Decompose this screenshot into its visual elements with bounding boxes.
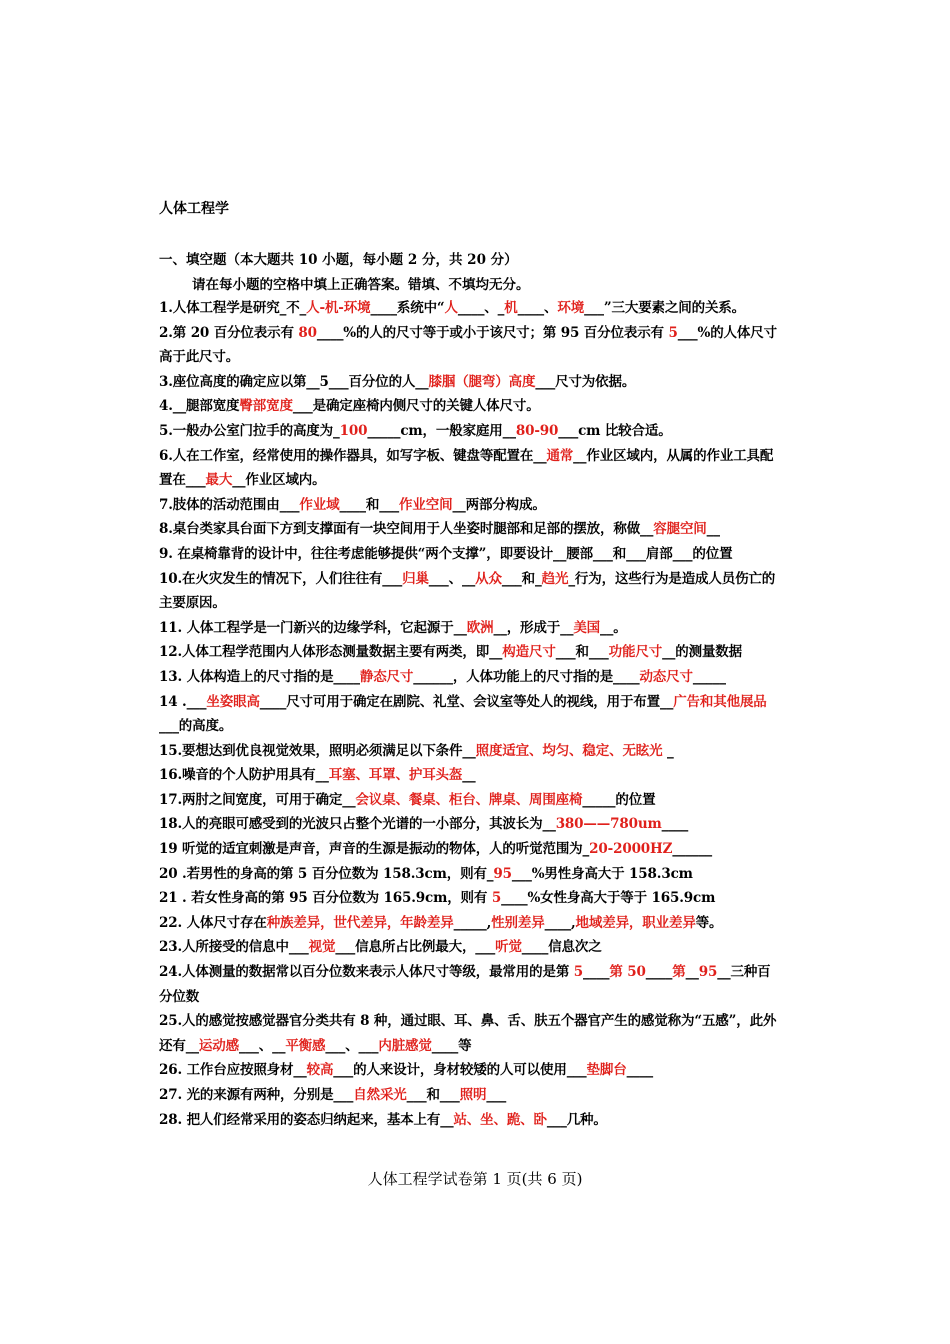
question-text: 22. 人体尺寸存在 <box>159 914 267 931</box>
question-text: 9. 在桌椅靠背的设计中，往往考虑能够提供“两个支撑”，即要设计__腰部___和___肩部___的位置 <box>159 545 733 562</box>
question-text: ___信息所占比例最大，___ <box>335 939 496 956</box>
page-footer: 人体工程学试卷第 1 页(共 6 页) <box>367 1170 583 1188</box>
question-line <box>159 935 795 960</box>
question-text: _____cm，一般家庭用__ <box>367 422 516 439</box>
question-text: 3.座位高度的确定应以第__5___百分位的人__ <box>159 373 429 390</box>
question-line <box>159 763 795 788</box>
answer-text: 趋光 <box>541 570 569 587</box>
question-text: __ <box>685 964 699 981</box>
question-text: __的测量数据 <box>662 644 743 661</box>
answer-text: 美国 <box>573 619 601 636</box>
question-text: 27. 光的来源有两种，分别是___ <box>159 1087 354 1103</box>
answer-text: 照度适宜、均匀、稳定、无眩光 <box>475 742 663 759</box>
answer-text: 站、坐、跪、卧 <box>453 1111 547 1128</box>
question-text: 5.一般办公室门拉手的高度为_ <box>159 422 340 439</box>
answer-text: 通常 <box>546 447 574 464</box>
question-text: ___、__ <box>238 1037 286 1054</box>
question-line <box>159 345 795 370</box>
section-heading: 一、填空题（本大题共 10 小题，每小题 2 分，共 20 分） <box>159 252 518 268</box>
question-text: 19 听觉的适宜刺激是声音，声音的生源是振动的物体，人的听觉范围为_ <box>159 841 590 858</box>
question-line <box>159 739 795 764</box>
question-line <box>159 1034 795 1059</box>
question-text: ___的高度。 <box>159 718 233 735</box>
question-text: ___%男性身高大于 158.3cm <box>511 865 693 882</box>
question-text: 4.__腿部宽度 <box>159 398 240 415</box>
answer-text: 95 <box>698 964 718 981</box>
question-text: 2.第 20 百分位表示有 <box>159 324 299 341</box>
question-text: ___和_ <box>501 570 542 587</box>
question-text: ___ <box>486 1087 507 1103</box>
answer-text: 性别差异 <box>491 914 545 931</box>
question-list <box>159 296 795 1132</box>
answer-text: 功能尺寸 <box>608 644 663 661</box>
question-text: 23.人所接受的信息中___ <box>159 939 309 956</box>
question-text: ___、__ <box>428 570 476 587</box>
answer-text: 5 <box>491 890 502 907</box>
question-text: 21 . 若女性身高的第 95 百分位数为 165.9cm，则有 <box>159 890 492 907</box>
answer-text: 较高 <box>306 1062 334 1079</box>
question-text: 8.桌台类家具台面下方到支撑面有一块空间用于人坐姿时腿部和足部的摆放，称做__ <box>159 521 654 538</box>
answer-text: 照明 <box>459 1087 487 1103</box>
question-text: __作业区域内，从属的作业工具配 <box>573 447 774 464</box>
question-line <box>159 616 795 641</box>
question-text: 10.在火灾发生的情况下，人们往往有___ <box>159 570 403 587</box>
answer-text: 95 <box>493 865 512 882</box>
question-line <box>159 567 795 592</box>
question-line <box>159 517 795 542</box>
question-line <box>159 1058 795 1083</box>
question-text: 1.人体工程学是研究_不_ <box>159 300 307 316</box>
question-text: ___%的人体尺寸 <box>677 324 777 341</box>
question-text: ______ <box>672 841 712 858</box>
question-text: _行为，这些行为是造成人员伤亡的 <box>568 570 776 587</box>
question-text: ___、___ <box>325 1037 379 1054</box>
answer-text: 归巢 <box>402 570 429 587</box>
answer-text: 作业空间 <box>399 496 453 513</box>
question-line <box>159 788 795 813</box>
question-text: ___cm 比较合适。 <box>558 422 672 439</box>
question-text: 还有__ <box>159 1037 199 1054</box>
question-text: __，形成于__ <box>493 619 574 636</box>
question-line <box>159 468 795 493</box>
question-text: ____系统中“ <box>370 300 445 316</box>
question-text: __ <box>706 521 720 538</box>
answer-text: 环境 <box>557 300 585 316</box>
answer-text: 机 <box>504 300 518 316</box>
question-text: 主要原因。 <box>159 595 226 612</box>
question-text: ______，人体功能上的尺寸指的是____ <box>413 668 640 685</box>
question-line <box>159 1083 795 1108</box>
question-text: __。 <box>600 619 627 636</box>
question-line <box>159 591 795 616</box>
question-text: ___尺寸为依据。 <box>535 373 636 390</box>
question-text: _____ <box>692 668 726 685</box>
question-line <box>159 542 795 567</box>
question-line <box>159 886 795 911</box>
question-text: _ <box>662 742 674 759</box>
section-instruction: 请在每小题的空格中填上正确答案。错填、不填均无分。 <box>192 277 530 293</box>
answer-text: 视觉 <box>308 939 336 956</box>
question-line <box>159 714 795 739</box>
answer-text: 80-90 <box>515 422 559 439</box>
answer-text: 第 50 <box>609 964 646 981</box>
question-text: ____%的人的尺寸等于或小于该尺寸；第 95 百分位表示有 <box>316 324 669 341</box>
question-text: _____的位置 <box>582 791 656 808</box>
question-line <box>159 862 795 887</box>
answer-text: 地域差异，职业差异 <box>575 914 696 931</box>
question-text: ____信息次之 <box>521 939 602 956</box>
answer-text: 80 <box>298 324 317 341</box>
question-text: 25.人的感觉按感觉器官分类共有 8 种，通过眼、耳、鼻、舌、肤五个器官产生的感觉称为“五感”，此外 <box>159 1013 777 1030</box>
question-line <box>159 296 795 321</box>
question-text: 高于此尺寸。 <box>159 349 240 366</box>
question-line <box>159 985 795 1010</box>
question-line <box>159 493 795 518</box>
answer-text: 自然采光 <box>353 1087 407 1103</box>
answer-text: 构造尺寸 <box>502 644 556 661</box>
question-line <box>159 837 795 862</box>
answer-text: 最大 <box>205 472 233 489</box>
answer-text: 运动感 <box>198 1037 239 1054</box>
question-text: ___和___ <box>555 644 609 661</box>
question-line <box>159 665 795 690</box>
question-text: 15.要想达到优良视觉效果，照明必须满足以下条件__ <box>159 742 476 759</box>
answer-text: 欧洲 <box>466 619 494 636</box>
question-line <box>159 911 795 936</box>
question-text: 26. 工作台应按照身材__ <box>159 1062 307 1079</box>
question-text: __三种百 <box>717 964 771 981</box>
question-text: ___的人来设计，身材较矮的人可以使用___ <box>333 1062 587 1079</box>
answer-text: 第 <box>672 964 686 981</box>
question-text: _____, <box>453 914 492 931</box>
question-text: ___是确定座椅内侧尺寸的关键人体尺寸。 <box>292 398 540 415</box>
answer-text: 动态尺寸 <box>639 668 693 685</box>
question-line <box>159 960 795 985</box>
question-text: ____、_ <box>457 300 505 316</box>
answer-text: 容腿空间 <box>653 521 707 538</box>
answer-text: 膝腘（腿弯）高度 <box>428 373 536 390</box>
answer-text: 会议桌、餐桌、柜台、牌桌、周围座椅 <box>355 791 583 808</box>
answer-text: 耳塞、耳罩、护耳头盔 <box>328 767 463 784</box>
question-text: 13. 人体构造上的尺寸指的是____ <box>159 668 360 685</box>
answer-text: 种族差异，世代差异，年龄差异 <box>266 914 454 931</box>
question-text: 14 .___ <box>159 693 207 710</box>
question-line <box>159 394 795 419</box>
question-text: ____和___ <box>339 496 400 513</box>
question-text: 12.人体工程学范围内人体形态测量数据主要有两类，即__ <box>159 644 503 661</box>
question-text: 24.人体测量的数据常以百分位数来表示人体尺寸等级，最常用的是第 <box>159 964 574 981</box>
answer-text: 垫脚台 <box>586 1062 627 1079</box>
answer-text: 听觉 <box>495 939 522 956</box>
question-text: 6.人在工作室，经常使用的操作器具，如写字板、键盘等配置在__ <box>159 447 547 464</box>
answer-text: 5 <box>668 324 678 341</box>
question-text: 7.肢体的活动范围由___ <box>159 496 300 513</box>
answer-text: 坐姿眼高 <box>206 693 260 710</box>
question-text: ____尺寸可用于确定在剧院、礼堂、会议室等处人的视线，用于布置__ <box>259 693 674 710</box>
question-text: ___”三大要素之间的关系。 <box>584 300 745 316</box>
question-text: 等。 <box>695 914 723 931</box>
question-line <box>159 444 795 469</box>
question-text: __作业区域内。 <box>232 472 326 489</box>
question-text: 17.两肘之间宽度，可用于确定__ <box>159 791 356 808</box>
question-text: __ <box>462 767 476 784</box>
question-text: ____、 <box>517 300 558 316</box>
question-line <box>159 419 795 444</box>
answer-text: 5 <box>573 964 583 981</box>
question-text: ____%女性身高大于等于 165.9cm <box>501 890 716 907</box>
question-text: 置在___ <box>159 472 206 489</box>
question-text: ____ <box>583 964 610 981</box>
question-line <box>159 370 795 395</box>
question-text: __两部分构成。 <box>452 496 546 513</box>
answer-text: 380——780um <box>555 816 662 833</box>
question-text: 11. 人体工程学是一门新兴的边缘学科，它起源于__ <box>159 619 467 636</box>
question-line <box>159 1009 795 1034</box>
document-title: 人体工程学 <box>159 201 229 217</box>
question-line <box>159 690 795 715</box>
question-text: 18.人的亮眼可感受到的光波只占整个光谱的一小部分，其波长为__ <box>159 816 556 833</box>
answer-text: 广告和其他展品 <box>673 693 767 710</box>
question-text: ____ <box>645 964 673 981</box>
question-line <box>159 1108 795 1133</box>
answer-text: 静态尺寸 <box>359 668 414 685</box>
question-text: 28. 把人们经常采用的姿态归纳起来，基本上有__ <box>159 1111 454 1128</box>
answer-text: 内脏感觉 <box>378 1037 432 1054</box>
answer-text: 作业域 <box>299 496 340 513</box>
answer-text: 从众 <box>475 570 502 587</box>
question-line <box>159 812 795 837</box>
answer-text: 100 <box>339 422 368 439</box>
question-line <box>159 321 795 346</box>
answer-text: 人-机-环境 <box>306 300 371 316</box>
answer-text: 20-2000HZ <box>589 841 673 858</box>
question-text: ____ <box>661 816 689 833</box>
question-text: ___几种。 <box>546 1111 607 1128</box>
question-text: ___和___ <box>406 1087 460 1103</box>
question-text: 分位数 <box>159 988 200 1005</box>
question-text: ____等 <box>431 1037 472 1054</box>
question-text: ____, <box>544 914 576 931</box>
answer-text: 人 <box>444 300 458 316</box>
answer-text: 平衡感 <box>285 1037 326 1054</box>
question-text: 20 .若男性的身高的第 5 百分位数为 158.3cm，则有_ <box>159 865 494 882</box>
question-text: ____ <box>626 1062 653 1079</box>
question-text: 16.噪音的个人防护用具有__ <box>159 767 329 784</box>
answer-text: 臀部宽度 <box>239 398 293 415</box>
question-line <box>159 640 795 665</box>
